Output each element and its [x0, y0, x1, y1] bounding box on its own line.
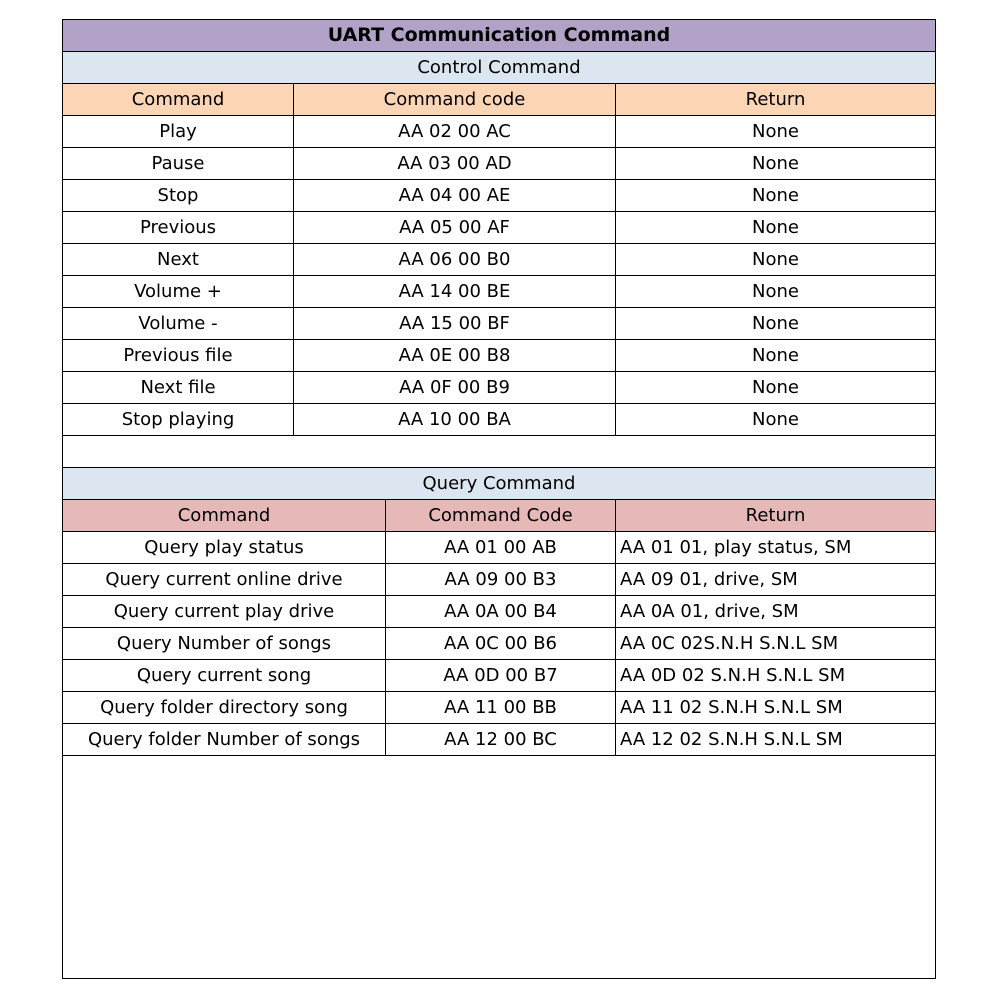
query-header-return: Return — [615, 500, 935, 531]
control-code-cell: AA 02 00 AC — [293, 116, 615, 147]
query-command-cell: Query current online drive — [105, 569, 343, 590]
control-return-cell: None — [615, 212, 935, 243]
control-command-cell: Play — [159, 121, 197, 142]
control-command-cell: Volume - — [138, 313, 218, 334]
query-section-row — [63, 468, 935, 500]
query-return-cell: AA 01 01, play status, SM — [615, 532, 935, 563]
query-code-cell: AA 12 00 BC — [385, 724, 615, 755]
control-row — [63, 404, 935, 436]
spacer-cell — [63, 436, 935, 467]
control-command-cell: Next — [157, 249, 199, 270]
control-command-cell: Previous — [139, 217, 217, 238]
query-code-cell: AA 0A 00 B4 — [385, 596, 615, 627]
query-code-cell: AA 11 00 BB — [385, 692, 615, 723]
query-row — [63, 692, 935, 724]
query-return-cell: AA 0D 02 S.N.H S.N.L SM — [615, 660, 935, 691]
control-command-cell: Stop playing — [121, 409, 235, 430]
query-row — [63, 660, 935, 692]
query-code-cell: AA 0D 00 B7 — [385, 660, 615, 691]
control-row — [63, 372, 935, 404]
query-return-cell: AA 0C 02S.N.H S.N.L SM — [615, 628, 935, 659]
query-command-cell: Query play status — [144, 537, 304, 558]
control-command-cell: Next file — [140, 377, 216, 398]
control-command-cell: Pause — [151, 153, 205, 174]
control-code-cell: AA 05 00 AF — [293, 212, 615, 243]
query-return-cell: AA 0A 01, drive, SM — [615, 596, 935, 627]
control-row — [63, 180, 935, 212]
query-row — [63, 564, 935, 596]
control-code-cell: AA 0F 00 B9 — [293, 372, 615, 403]
command-sheet — [62, 19, 936, 979]
control-code-cell: AA 04 00 AE — [293, 180, 615, 211]
query-row — [63, 724, 935, 756]
control-command-cell: Volume + — [134, 281, 222, 302]
query-command-cell: Query folder Number of songs — [87, 729, 361, 750]
query-code-cell: AA 01 00 AB — [385, 532, 615, 563]
control-code-cell: AA 10 00 BA — [293, 404, 615, 435]
control-code-cell: AA 03 00 AD — [293, 148, 615, 179]
control-row — [63, 276, 935, 308]
query-return-cell: AA 12 02 S.N.H S.N.L SM — [615, 724, 935, 755]
control-section-row — [63, 52, 935, 84]
control-row — [63, 308, 935, 340]
control-return-cell: None — [615, 404, 935, 435]
control-return-cell: None — [615, 372, 935, 403]
control-return-cell: None — [615, 308, 935, 339]
control-row — [63, 340, 935, 372]
control-return-cell: None — [615, 276, 935, 307]
query-header-row — [63, 500, 935, 532]
control-return-cell: None — [615, 116, 935, 147]
query-section-title: Query Command — [422, 473, 576, 494]
control-code-cell: AA 0E 00 B8 — [293, 340, 615, 371]
control-header-return: Return — [615, 84, 935, 115]
control-return-cell: None — [615, 148, 935, 179]
query-row — [63, 628, 935, 660]
control-return-cell: None — [615, 340, 935, 371]
control-section-title: Control Command — [417, 57, 581, 78]
query-command-cell: Query current play drive — [113, 601, 335, 622]
control-code-cell: AA 14 00 BE — [293, 276, 615, 307]
query-code-cell: AA 09 00 B3 — [385, 564, 615, 595]
query-return-cell: AA 09 01, drive, SM — [615, 564, 935, 595]
query-code-cell: AA 0C 00 B6 — [385, 628, 615, 659]
control-header-row — [63, 84, 935, 116]
page-title: UART Communication Command — [327, 24, 671, 46]
query-command-cell: Query Number of songs — [116, 633, 332, 654]
query-row — [63, 596, 935, 628]
control-header-command: Command — [131, 89, 225, 110]
control-return-cell: None — [615, 244, 935, 275]
query-return-cell: AA 11 02 S.N.H S.N.L SM — [615, 692, 935, 723]
query-row — [63, 532, 935, 564]
title-row — [63, 20, 935, 52]
control-row — [63, 148, 935, 180]
control-header-code: Command code — [293, 84, 615, 115]
control-row — [63, 212, 935, 244]
control-code-cell: AA 15 00 BF — [293, 308, 615, 339]
control-code-cell: AA 06 00 B0 — [293, 244, 615, 275]
control-return-cell: None — [615, 180, 935, 211]
spacer-row — [63, 436, 935, 468]
query-command-cell: Query folder directory song — [100, 697, 348, 718]
query-command-cell: Query current song — [136, 665, 312, 686]
query-header-command: Command — [177, 505, 271, 526]
control-row — [63, 116, 935, 148]
control-row — [63, 244, 935, 276]
control-command-cell: Stop — [157, 185, 199, 206]
query-header-code: Command Code — [385, 500, 615, 531]
control-command-cell: Previous file — [123, 345, 233, 366]
